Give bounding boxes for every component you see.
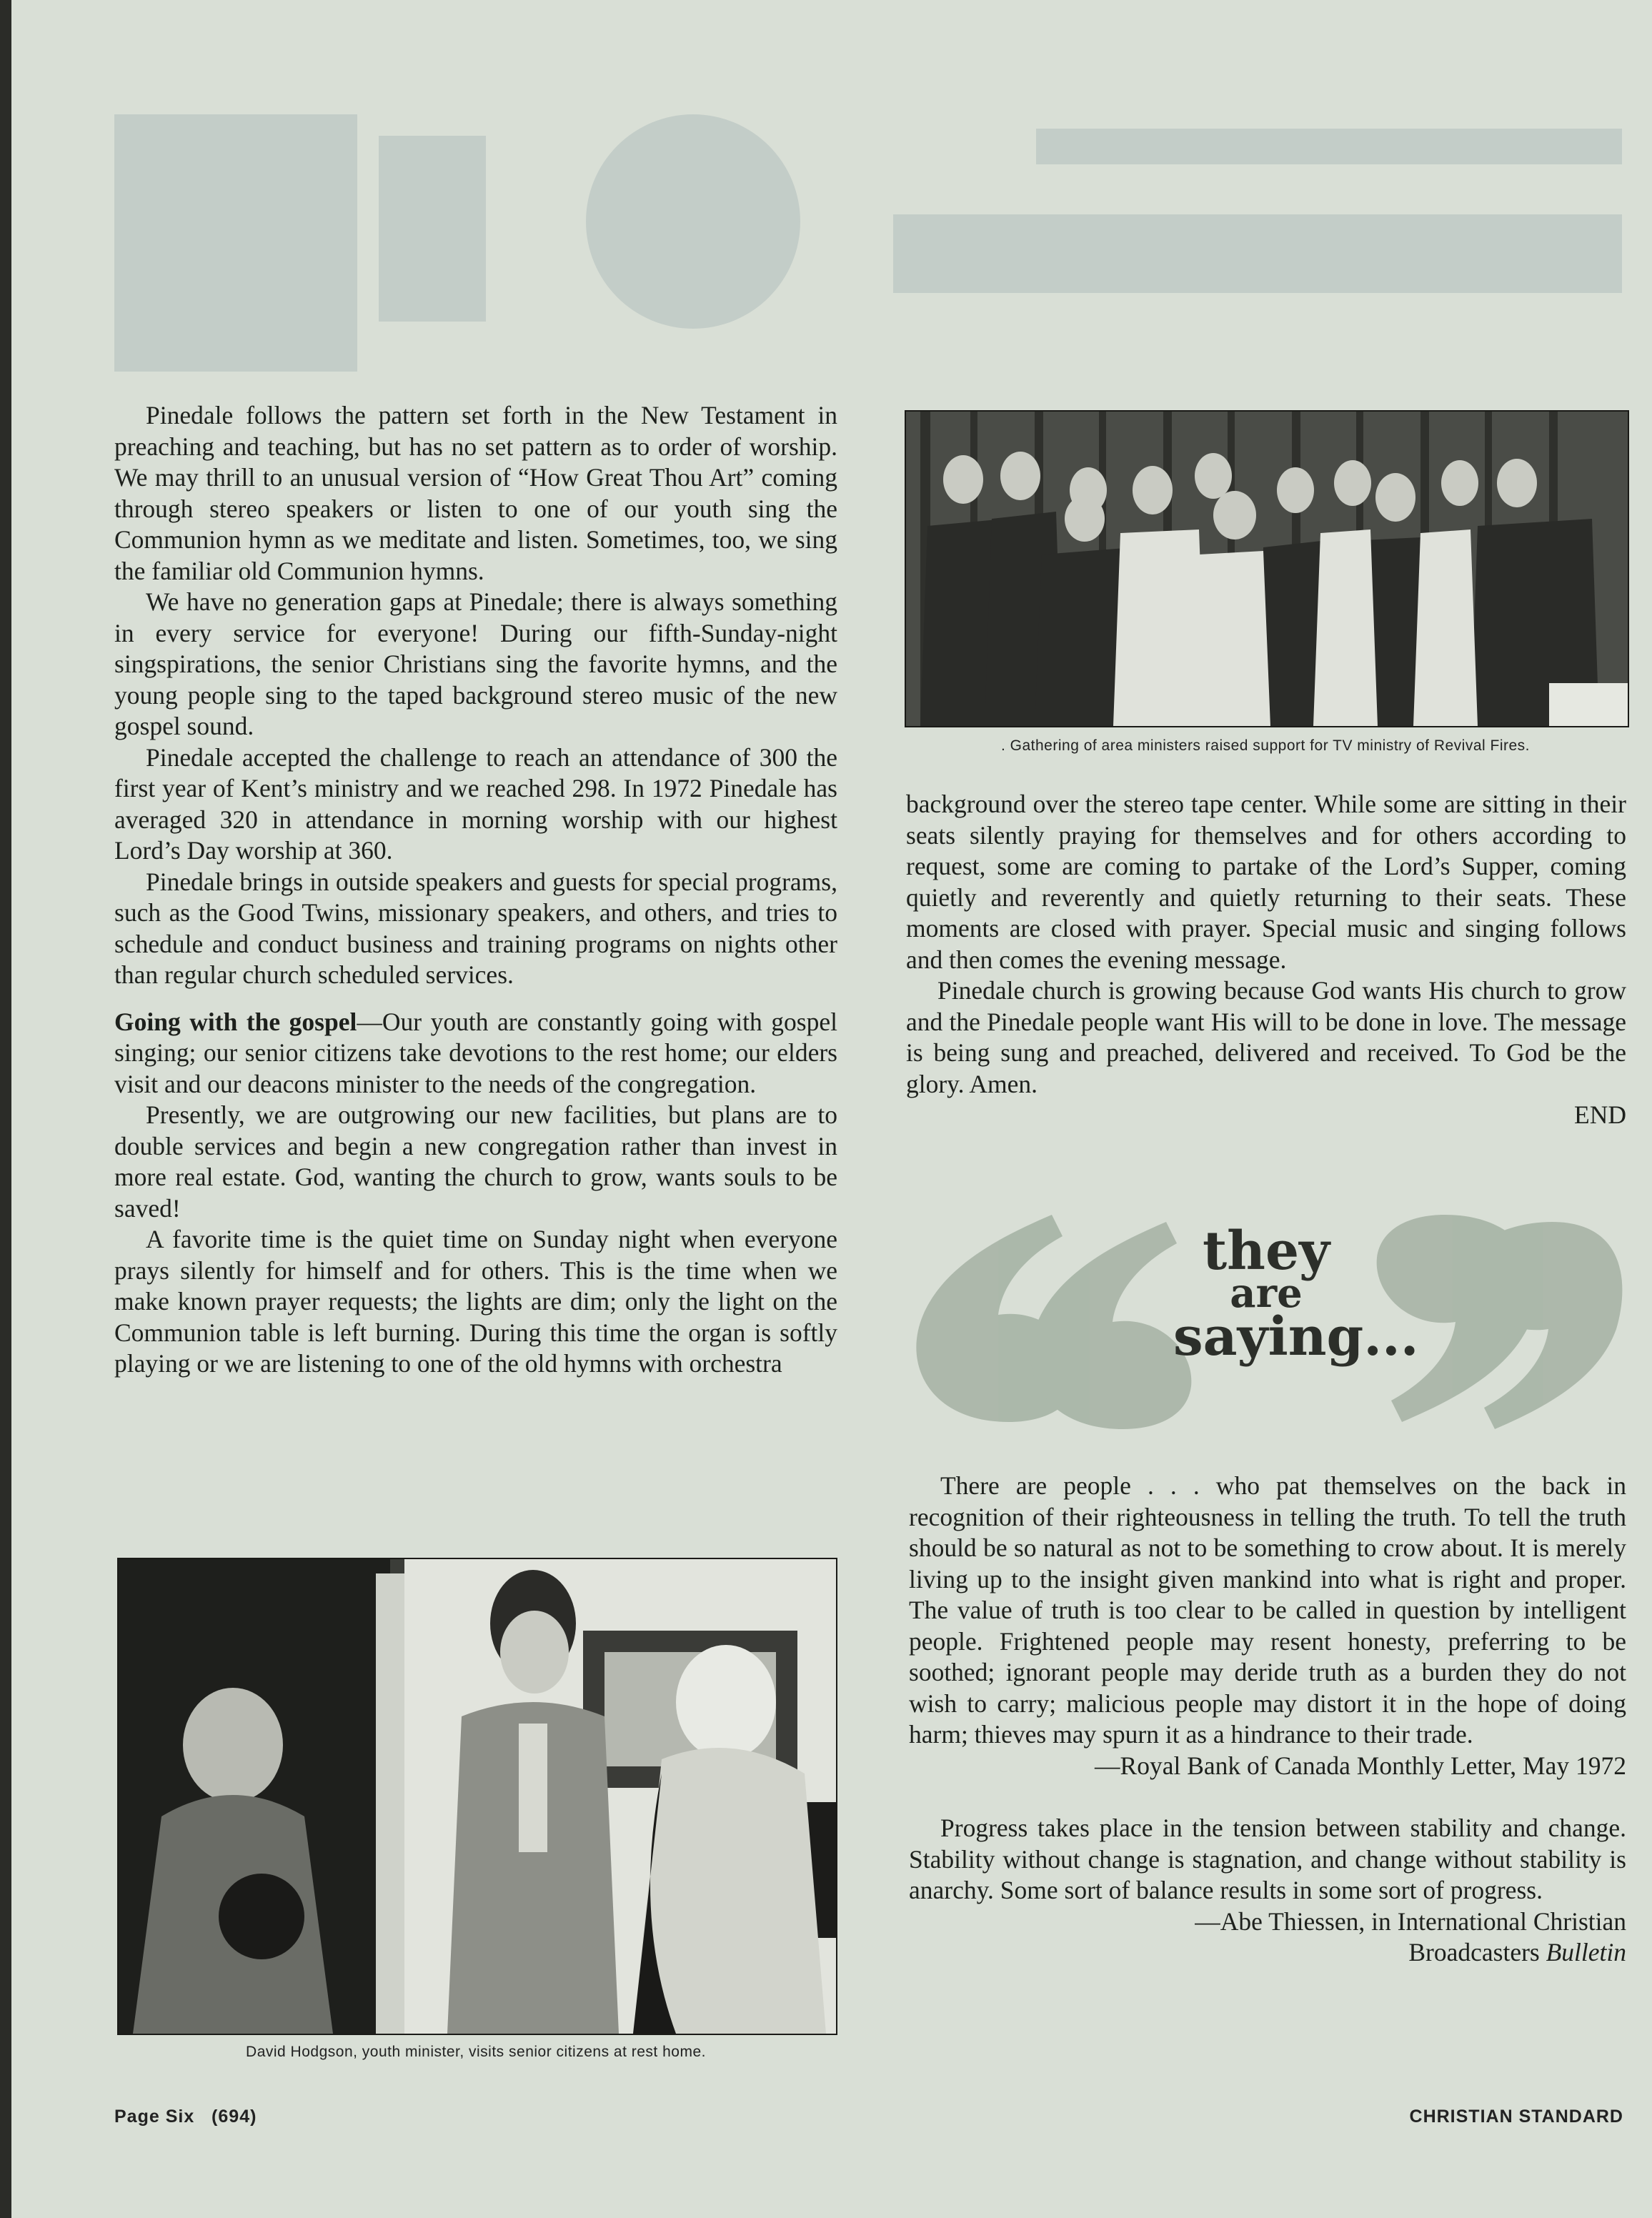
paragraph-generation-gaps: We have no generation gaps at Pinedale; there is always something in every service for everyone! During our fifth-Sunday-night singspirations, the senior Christians sing the favorite hymns, and the young people sing to the taped background stereo music of the new gospel sound. bbox=[114, 587, 837, 740]
attribution-bulletin: Bulletin bbox=[1546, 1938, 1626, 1966]
they-are-saying-graphic bbox=[902, 1208, 1629, 1451]
paragraph-order-of-worship: Pinedale follows the pattern set forth in the New Testament in preaching and teaching, but has no set pattern as to order of worship. We may thrill to an unusual version of “How Great Thou Art” coming through stereo speakers or listen to one of our youth sing the Communion hymn as we meditate and listen. Sometimes, too, we sing the familiar old Communion hymns. bbox=[114, 401, 837, 585]
attribution-royal-bank: —Royal Bank of Canada Monthly Letter, May 1972 bbox=[1095, 1751, 1626, 1780]
attribution-thiessen-line1: —Abe Thiessen, in International Christian bbox=[1195, 1906, 1626, 1936]
paragraph-church-growing: Pinedale church is growing because God wants His church to grow and the Pinedale people want His will to be done in love. The message is being sung and preached, delivered and received. To God be the glory. Amen. bbox=[906, 976, 1626, 1098]
photo-rest-home-visit bbox=[117, 1558, 837, 2035]
run-in-text: —Our youth are constantly going with gospel singing; our senior citizens take devotions to the rest home; our elders visit and our deacons minister to the needs of the congregation. bbox=[114, 1007, 837, 1098]
right-text-column-upper bbox=[906, 789, 1626, 1131]
title-word-are: are bbox=[1230, 1270, 1303, 1317]
quote-progress: Progress takes place in the tension between stability and change. Stability without change is stagnation, and change without stability is anarchy. Some sort of balance results in some sort of progress. bbox=[909, 1814, 1626, 1904]
footer-page-number: Page Six (694) bbox=[114, 2107, 257, 2127]
they-are-saying-title bbox=[1173, 1220, 1419, 1368]
paragraph-going-with-gospel bbox=[114, 1007, 837, 1100]
photo-area-ministers bbox=[905, 410, 1629, 727]
footer-magazine-name: CHRISTIAN STANDARD bbox=[1409, 2107, 1623, 2127]
title-word-saying: saying... bbox=[1173, 1306, 1419, 1368]
quote-truth: There are people . . . who pat themselves on the back in recognition of their righteousness in telling the truth. To tell the truth should be so natural as not to be something to crow about. It is merely living up to the insight given mankind into what is right and proper. The value of truth is too clear to be called in question by intelligent people. Frightened people may resent honesty, preferring to be soothed; ignorant people may deride truth as a burden they do not wish to carry; malicious people may distort it in the hope of doing harm; thieves may spurn it as a hindrance to their trade. bbox=[909, 1471, 1626, 1749]
paragraph-quiet-time: A favorite time is the quiet time on Sunday night when everyone prays silently for himself and for others. This is the time when we make known prayer requests; the lights are dim; only the light on the Communion table is left burning. During this time the organ is softly playing or we are listening to one of the old hymns with orchestra bbox=[114, 1225, 837, 1378]
attribution-broadcasters: Broadcasters bbox=[1408, 1938, 1546, 1966]
show-through-artwork bbox=[107, 107, 1629, 379]
title-word-they: they bbox=[1202, 1220, 1330, 1282]
run-in-heading: Going with the gospel bbox=[114, 1007, 357, 1036]
attribution-thiessen-line2 bbox=[909, 1937, 1626, 1969]
photo-ministers-image bbox=[906, 412, 1628, 726]
paragraph-stereo-tape-center: background over the stereo tape center. While some are sitting in their seats silently praying for themselves and for others according to request, some are coming to partake of the Lord’s Supper, coming quietly and reverently and quietly returning to their seats. These moments are closed with prayer. Special music and singing follows and then comes the evening message. bbox=[906, 790, 1626, 974]
paragraph-outgrowing-facilities: Presently, we are outgrowing our new facilities, but plans are to double services and begin a new congregation rather than invest in more real estate. God, wanting the church to grow, wants souls to be saved! bbox=[114, 1100, 837, 1223]
caption-ministers: . Gathering of area ministers raised support for TV ministry of Revival Fires. bbox=[1000, 737, 1531, 754]
left-text-column bbox=[114, 400, 837, 1380]
paragraph-attendance: Pinedale accepted the challenge to reach an attendance of 300 the first year of Kent’s ministry and we reached 298. In 1972 Pinedale has averaged 320 in attendance in morning worship with our highest Lord’s Day worship at 360. bbox=[114, 742, 837, 865]
end-mark: END bbox=[1574, 1100, 1626, 1129]
page-binding-edge bbox=[0, 0, 11, 2218]
paragraph-outside-speakers: Pinedale brings in outside speakers and guests for special programs, such as the Good Twins, missionary speakers, and others, and tries to schedule and conduct business and training programs on nights other than regular church scheduled services. bbox=[114, 867, 837, 989]
right-text-column-lower bbox=[909, 1471, 1626, 1969]
caption-rest-home: David Hodgson, youth minister, visits senior citizens at rest home. bbox=[246, 2044, 706, 2060]
photo-rest-home-image bbox=[119, 1559, 836, 2034]
